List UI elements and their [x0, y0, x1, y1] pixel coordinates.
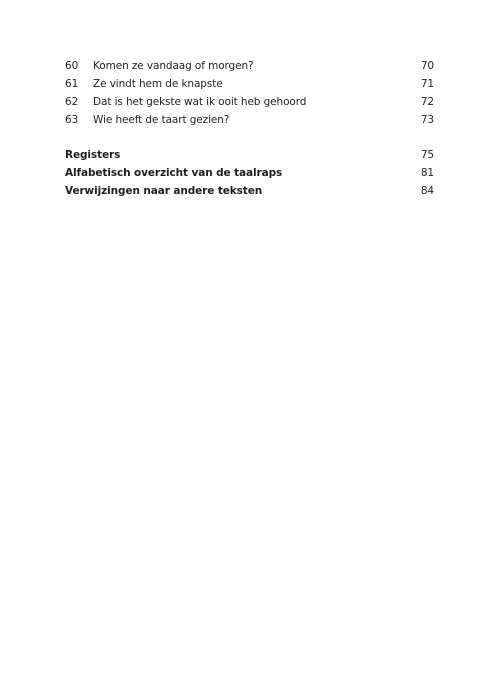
page-number: 84 — [420, 185, 434, 197]
section-title: Alfabetisch overzicht van de taalraps — [65, 167, 283, 179]
page-number: 72 — [420, 96, 434, 108]
toc-entry-61 — [65, 76, 434, 94]
table-of-contents — [65, 58, 434, 201]
toc-entry-60 — [65, 58, 434, 76]
section-title: Verwijzingen naar andere teksten — [65, 185, 263, 197]
toc-entry-62 — [65, 94, 434, 112]
toc-entry-alphabetical-overview — [65, 165, 434, 183]
chapter-number: 62 — [65, 96, 79, 108]
page-number: 73 — [420, 114, 434, 126]
chapter-number: 63 — [65, 114, 79, 126]
page-number: 81 — [420, 167, 434, 179]
chapter-number: 60 — [65, 60, 79, 72]
page-number: 70 — [420, 60, 434, 72]
section-gap — [65, 130, 434, 147]
toc-entry-registers — [65, 147, 434, 165]
toc-entry-references — [65, 183, 434, 201]
section-title: Registers — [65, 149, 121, 161]
chapter-title: Ze vindt hem de knapste — [93, 78, 223, 90]
chapter-number: 61 — [65, 78, 79, 90]
toc-entry-63 — [65, 112, 434, 130]
chapter-title: Komen ze vandaag of morgen? — [93, 60, 254, 72]
chapter-title: Dat is het gekste wat ik ooit heb gehoord — [93, 96, 307, 108]
chapter-title: Wie heeft de taart gezien? — [93, 114, 230, 126]
page-number: 71 — [420, 78, 434, 90]
page-number: 75 — [420, 149, 434, 161]
